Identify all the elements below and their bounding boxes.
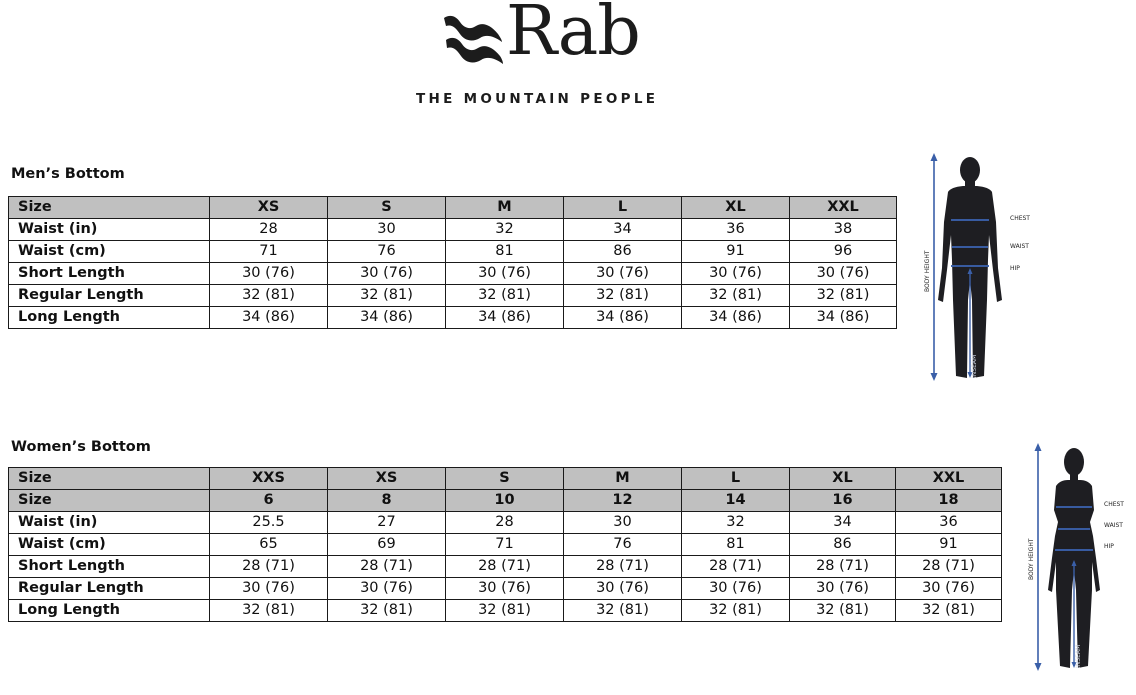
table-cell: 36 bbox=[896, 512, 1002, 534]
table-cell: 28 bbox=[210, 219, 328, 241]
table-cell: 30 (76) bbox=[790, 578, 896, 600]
row-label: Regular Length bbox=[9, 578, 210, 600]
brand-name: Rab bbox=[506, 0, 640, 71]
table-cell: 32 (81) bbox=[328, 285, 446, 307]
inseam-label: INSEAM bbox=[1075, 644, 1082, 668]
table-cell: 32 bbox=[682, 512, 790, 534]
table-cell: 30 (76) bbox=[328, 263, 446, 285]
table-cell: 32 (81) bbox=[682, 285, 790, 307]
table-cell: 36 bbox=[682, 219, 790, 241]
table-cell: 71 bbox=[210, 241, 328, 263]
table-cell: 32 (81) bbox=[790, 600, 896, 622]
table-cell: 96 bbox=[790, 241, 897, 263]
table-cell: 30 (76) bbox=[210, 578, 328, 600]
table-cell: 28 (71) bbox=[896, 556, 1002, 578]
size-cell: 12 bbox=[564, 490, 682, 512]
table-cell: 32 (81) bbox=[564, 600, 682, 622]
table-cell: 86 bbox=[564, 241, 682, 263]
table-cell: 28 (71) bbox=[564, 556, 682, 578]
size-cell: 18 bbox=[896, 490, 1002, 512]
table-cell: 34 (86) bbox=[682, 307, 790, 329]
men-section-title: Men’s Bottom bbox=[11, 166, 125, 182]
table-row bbox=[9, 307, 897, 329]
size-cell: 8 bbox=[328, 490, 446, 512]
table-cell: 30 (76) bbox=[564, 578, 682, 600]
table-cell: 32 (81) bbox=[210, 285, 328, 307]
table-row bbox=[9, 219, 897, 241]
table-row bbox=[9, 578, 1002, 600]
size-cell: XL bbox=[790, 468, 896, 490]
size-cell: M bbox=[564, 468, 682, 490]
table-cell: 81 bbox=[446, 241, 564, 263]
table-cell: 69 bbox=[328, 534, 446, 556]
inseam-label: INSEAM bbox=[971, 354, 978, 378]
table-cell: 25.5 bbox=[210, 512, 328, 534]
table-cell: 27 bbox=[328, 512, 446, 534]
chest-label: CHEST bbox=[1104, 501, 1124, 508]
table-row bbox=[9, 263, 897, 285]
row-label: Waist (in) bbox=[9, 219, 210, 241]
table-cell: 34 (86) bbox=[790, 307, 897, 329]
row-label: Waist (cm) bbox=[9, 241, 210, 263]
table-cell: 28 (71) bbox=[682, 556, 790, 578]
table-row bbox=[9, 285, 897, 307]
table-cell: 30 (76) bbox=[446, 578, 564, 600]
row-label: Regular Length bbox=[9, 285, 210, 307]
size-cell: 16 bbox=[790, 490, 896, 512]
table-header-row-numeric bbox=[9, 490, 1002, 512]
women-size-table bbox=[8, 467, 1002, 622]
size-cell: M bbox=[446, 197, 564, 219]
table-cell: 32 (81) bbox=[446, 285, 564, 307]
table-cell: 32 (81) bbox=[682, 600, 790, 622]
table-cell: 32 (81) bbox=[564, 285, 682, 307]
male-body-figure-icon bbox=[918, 150, 1038, 382]
table-header-row bbox=[9, 468, 1002, 490]
table-cell: 30 (76) bbox=[790, 263, 897, 285]
brand-tagline: THE MOUNTAIN PEOPLE bbox=[416, 91, 659, 107]
size-cell: L bbox=[682, 468, 790, 490]
female-body-figure-icon bbox=[1020, 440, 1132, 672]
table-row bbox=[9, 600, 1002, 622]
table-cell: 65 bbox=[210, 534, 328, 556]
size-cell: L bbox=[564, 197, 682, 219]
table-cell: 30 (76) bbox=[682, 578, 790, 600]
table-cell: 86 bbox=[790, 534, 896, 556]
row-label: Size bbox=[9, 490, 210, 512]
table-row bbox=[9, 534, 1002, 556]
size-cell: 6 bbox=[210, 490, 328, 512]
table-cell: 30 bbox=[328, 219, 446, 241]
table-cell: 91 bbox=[896, 534, 1002, 556]
size-cell: S bbox=[446, 468, 564, 490]
table-cell: 34 (86) bbox=[328, 307, 446, 329]
table-row bbox=[9, 556, 1002, 578]
table-cell: 30 (76) bbox=[328, 578, 446, 600]
table-cell: 71 bbox=[446, 534, 564, 556]
table-cell: 30 (76) bbox=[682, 263, 790, 285]
chest-label: CHEST bbox=[1010, 215, 1030, 222]
table-cell: 91 bbox=[682, 241, 790, 263]
row-label: Size bbox=[9, 197, 210, 219]
table-cell: 32 (81) bbox=[446, 600, 564, 622]
table-cell: 34 bbox=[564, 219, 682, 241]
table-cell: 81 bbox=[682, 534, 790, 556]
table-cell: 30 (76) bbox=[896, 578, 1002, 600]
size-cell: 14 bbox=[682, 490, 790, 512]
table-cell: 28 (71) bbox=[790, 556, 896, 578]
row-label: Long Length bbox=[9, 307, 210, 329]
table-cell: 32 (81) bbox=[210, 600, 328, 622]
size-cell: XXL bbox=[790, 197, 897, 219]
hip-label: HIP bbox=[1104, 543, 1114, 550]
table-cell: 34 (86) bbox=[210, 307, 328, 329]
row-label: Short Length bbox=[9, 556, 210, 578]
table-header-row bbox=[9, 197, 897, 219]
table-cell: 34 bbox=[790, 512, 896, 534]
table-cell: 32 (81) bbox=[896, 600, 1002, 622]
table-cell: 28 (71) bbox=[446, 556, 564, 578]
size-cell: XXL bbox=[896, 468, 1002, 490]
rab-logo bbox=[440, 0, 680, 78]
size-cell: S bbox=[328, 197, 446, 219]
waist-label: WAIST bbox=[1104, 522, 1123, 529]
size-cell: XL bbox=[682, 197, 790, 219]
hip-label: HIP bbox=[1010, 265, 1020, 272]
row-label: Size bbox=[9, 468, 210, 490]
table-cell: 76 bbox=[564, 534, 682, 556]
size-cell: XS bbox=[210, 197, 328, 219]
men-size-table bbox=[8, 196, 897, 329]
table-cell: 28 bbox=[446, 512, 564, 534]
women-section-title: Women’s Bottom bbox=[11, 439, 151, 455]
size-cell: 10 bbox=[446, 490, 564, 512]
table-cell: 30 bbox=[564, 512, 682, 534]
row-label: Long Length bbox=[9, 600, 210, 622]
size-cell: XS bbox=[328, 468, 446, 490]
table-row bbox=[9, 241, 897, 263]
size-cell: XXS bbox=[210, 468, 328, 490]
table-cell: 30 (76) bbox=[564, 263, 682, 285]
waist-label: WAIST bbox=[1010, 243, 1029, 250]
table-cell: 30 (76) bbox=[210, 263, 328, 285]
table-row bbox=[9, 512, 1002, 534]
table-cell: 28 (71) bbox=[210, 556, 328, 578]
table-cell: 38 bbox=[790, 219, 897, 241]
row-label: Short Length bbox=[9, 263, 210, 285]
row-label: Waist (in) bbox=[9, 512, 210, 534]
table-cell: 28 (71) bbox=[328, 556, 446, 578]
table-cell: 34 (86) bbox=[564, 307, 682, 329]
wave-flag-icon bbox=[442, 12, 504, 68]
table-cell: 30 (76) bbox=[446, 263, 564, 285]
row-label: Waist (cm) bbox=[9, 534, 210, 556]
table-cell: 76 bbox=[328, 241, 446, 263]
table-cell: 32 (81) bbox=[328, 600, 446, 622]
body-height-label: BODY HEIGHT bbox=[924, 250, 931, 292]
table-cell: 32 (81) bbox=[790, 285, 897, 307]
table-cell: 34 (86) bbox=[446, 307, 564, 329]
table-cell: 32 bbox=[446, 219, 564, 241]
body-height-label: BODY HEIGHT bbox=[1028, 538, 1035, 580]
